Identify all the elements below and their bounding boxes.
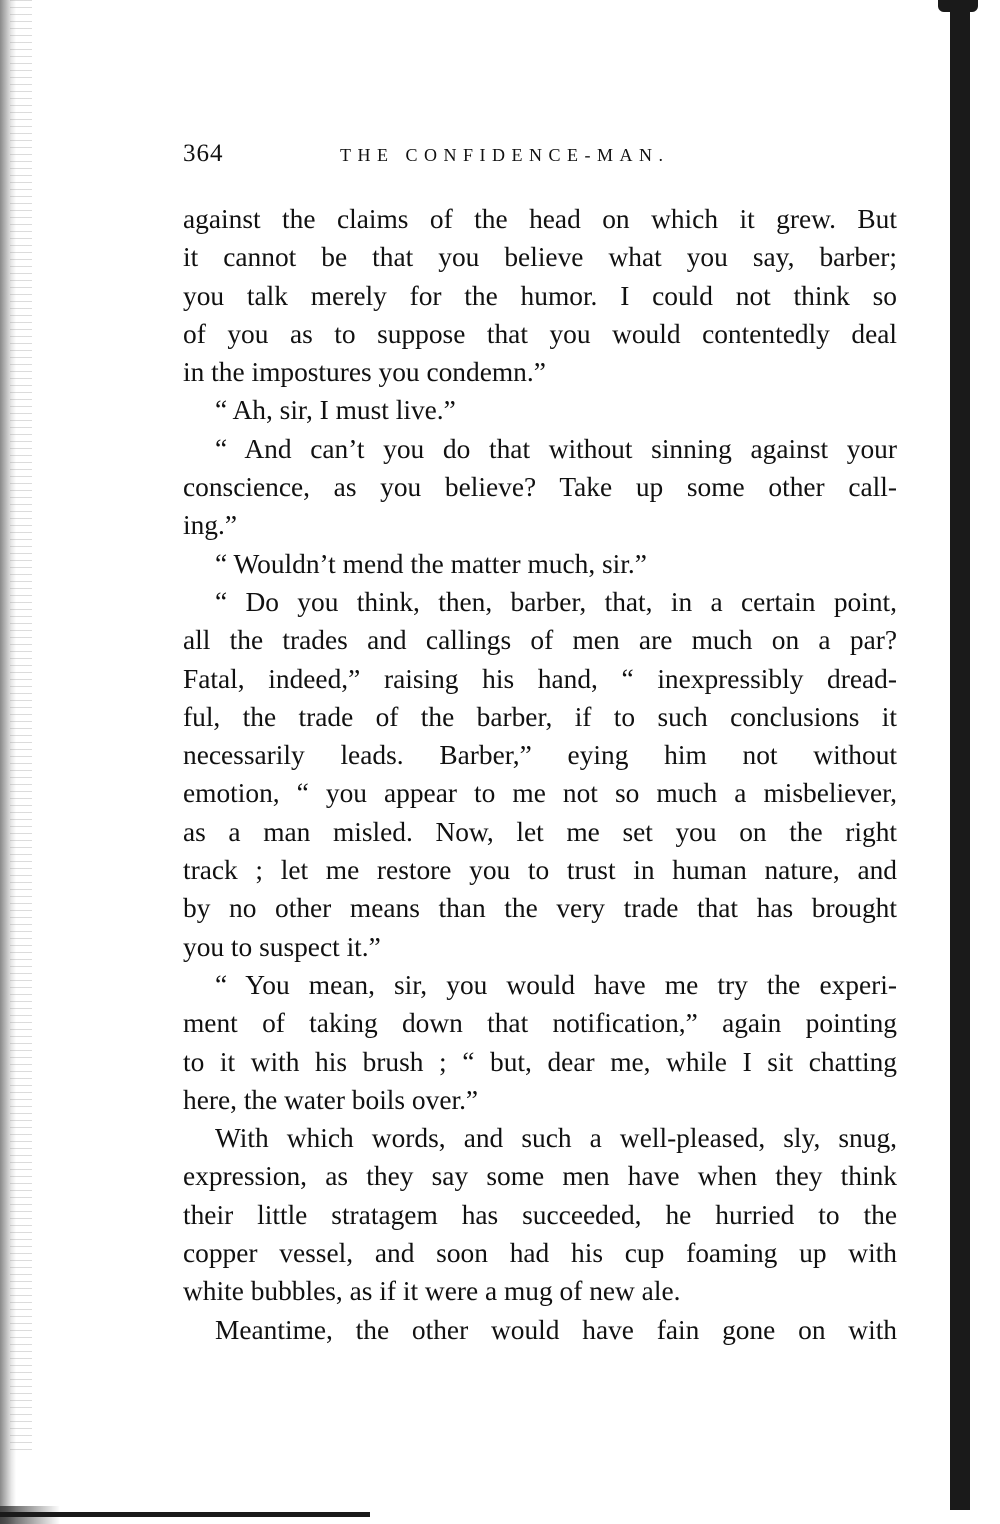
- text-line: ing.”: [183, 510, 238, 541]
- running-head: [183, 140, 903, 174]
- body-text: [183, 200, 897, 1349]
- text-line: ment of taking down that notification,” again pointing: [183, 1008, 897, 1039]
- text-line: track ; let me restore you to trust in human nature, and: [183, 855, 897, 886]
- page-number: 364: [183, 140, 224, 167]
- text-line: by no other means than the very trade that has brought: [183, 893, 897, 924]
- text-line: “ Do you think, then, barber, that, in a certain point,: [215, 586, 897, 617]
- text-line: “ Ah, sir, I must live.”: [215, 395, 456, 426]
- scan-left-edge-speckle: [10, 0, 32, 1450]
- text-line: “ And can’t you do that without sinning against your: [215, 433, 897, 464]
- text-line: their little stratagem has succeeded, he hurried to the: [183, 1199, 897, 1230]
- text-line: it cannot be that you believe what you say, barber;: [183, 242, 897, 273]
- text-line: With which words, and such a well-pleased, sly, snug,: [215, 1123, 897, 1154]
- text-line: of you as to suppose that you would contentedly deal: [183, 318, 897, 349]
- text-line: Fatal, indeed,” raising his hand, “ inexpressibly dread-: [183, 663, 897, 694]
- scan-bottom-edge-line: [0, 1512, 370, 1517]
- text-line: conscience, as you believe? Take up some other call-: [183, 472, 897, 503]
- text-line: here, the water boils over.”: [183, 1084, 479, 1115]
- text-line: “ Wouldn’t mend the matter much, sir.”: [215, 548, 647, 579]
- scan-right-edge-bar: [950, 0, 970, 1510]
- text-line: expression, as they say some men have when they think: [183, 1161, 897, 1192]
- running-title: THE CONFIDENCE-MAN.: [340, 145, 670, 165]
- text-line: “ You mean, sir, you would have me try the experi-: [215, 969, 897, 1000]
- text-line: copper vessel, and soon had his cup foaming up with: [183, 1238, 897, 1269]
- text-line: as a man misled. Now, let me set you on the right: [183, 816, 897, 847]
- text-line: necessarily leads. Barber,” eying him not without: [183, 740, 897, 771]
- text-line: Meantime, the other would have fain gone on with: [215, 1314, 897, 1345]
- text-line: ful, the trade of the barber, if to such conclusions it: [183, 701, 897, 732]
- text-line: you to suspect it.”: [183, 931, 381, 962]
- text-line: you talk merely for the humor. I could not think so: [183, 280, 897, 311]
- text-line: in the impostures you condemn.”: [183, 357, 546, 388]
- text-line: against the claims of the head on which it grew. But: [183, 204, 897, 234]
- text-line: to it with his brush ; “ but, dear me, while I sit chatting: [183, 1046, 897, 1077]
- text-line: emotion, “ you appear to me not so much a misbeliever,: [183, 778, 897, 809]
- text-line: white bubbles, as if it were a mug of new ale.: [183, 1276, 681, 1307]
- text-line: all the trades and callings of men are much on a par?: [183, 625, 897, 656]
